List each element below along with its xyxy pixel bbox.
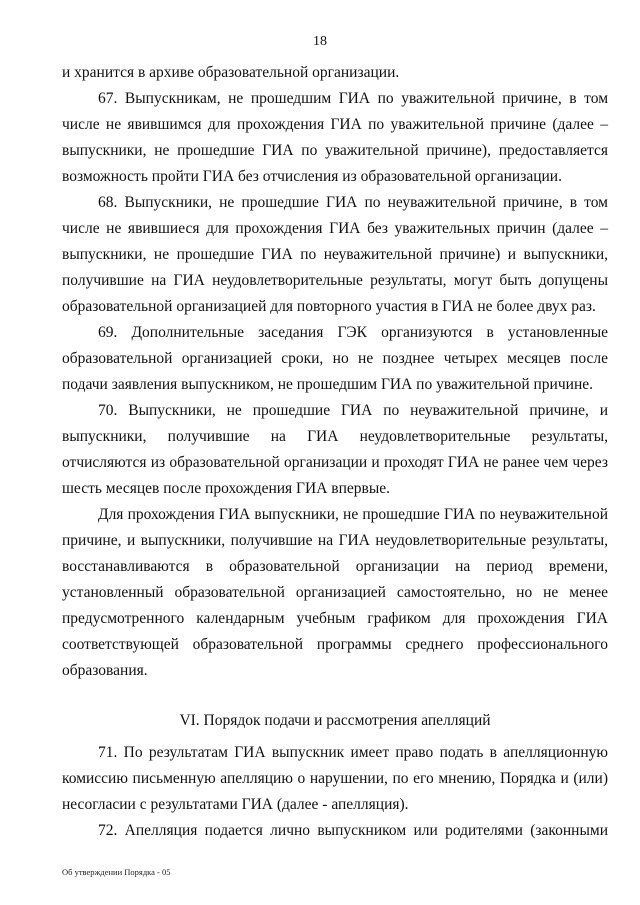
paragraph-67: 67. Выпускникам, не прошедшим ГИА по уважительной причине, в том числе не явившимся для прохождения ГИА по уважительной причине (далее – выпускники, не прошедшие ГИА по уважительной причине), предоставляется возможность пройти ГИА без отчисления из образовательной организации. [62, 90, 608, 185]
paragraph-71: 71. По результатам ГИА выпускник имеет право подать в апелляционную комиссию письменную апелляцию о нарушении, по его мнению, Порядка и (или) несогласии с результатами ГИА (далее - апелляция). [62, 744, 608, 813]
document-body [62, 60, 608, 844]
paragraph-continuation: и хранится в архиве образовательной организации. [62, 64, 400, 81]
paragraph-68: 68. Выпускники, не прошедшие ГИА по неуважительной причине, в том числе не явившиеся для прохождения ГИА без уважительных причин (далее – выпускники, не прошедшие ГИА по неуважительной причине) и выпускники, получившие на ГИА неудовлетворительные результаты, могут быть допущены образовательной организацией для повторного участия в ГИА не более двух раз. [62, 194, 608, 315]
paragraph-70: 70. Выпускники, не прошедшие ГИА по неуважительной причине, и выпускники, получившие на ГИА неудовлетворительные результаты, отчисляются из образовательной организации и проходят ГИА не ранее чем через шесть месяцев после прохождения ГИА впервые. [62, 402, 608, 497]
section-heading: VI. Порядок подачи и рассмотрения апелляций [179, 712, 491, 729]
page-number: 18 [313, 34, 327, 49]
footer-text: Об утверждении Порядка - 05 [62, 867, 171, 877]
paragraph-69: 69. Дополнительные заседания ГЭК организуются в установленные образовательной организацией сроки, но не позднее четырех месяцев после подачи заявления выпускником, не прошедшим ГИА по уважительной причине. [62, 324, 608, 393]
paragraph-72: 72. Апелляция подается лично выпускником или родителями (законными [98, 822, 608, 839]
paragraph-70-continued: Для прохождения ГИА выпускники, не прошедшие ГИА по неуважительной причине, и выпускники, получившие на ГИА неудовлетворительные результаты, восстанавливаются в образовательной организации на период времени, установленный образовательной организацией самостоятельно, но не менее предусмотренного календарным учебным графиком для прохождения ГИА соответствующей образовательной программы среднего профессионального образования. [62, 506, 608, 679]
